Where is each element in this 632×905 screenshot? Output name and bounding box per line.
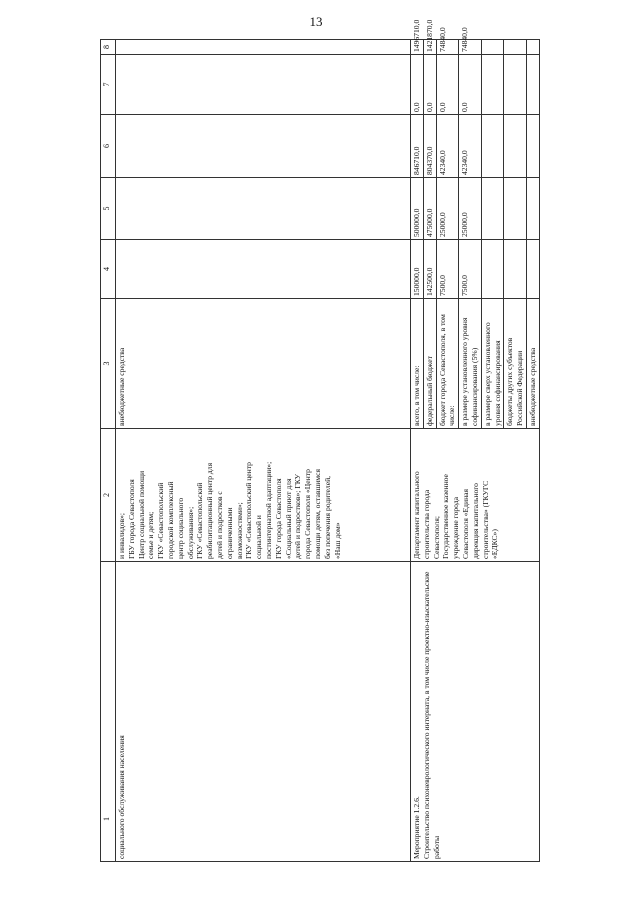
cell-value: [481, 40, 504, 55]
cell-value: [526, 40, 539, 55]
block1-organizations: и инвалидов»; ГБУ города Севастополя Центр социальной помощи семье и детям; ГКУ «Севастопольский городской комплексный центр социального обслуживания»; ГКУ «Севастопольский реабилитационный центр для детей и подростков с ограниченными возможностями»; ГКУ «Севастопольский центр социальной и постинтернатной адаптации»; ГКУ города Севастополя «Социальный приют для детей и подростков»; ГКУ города Севастополя «Центр помощи детям, оставшимся без попечения родителей, «Наш дом»: [116, 429, 411, 562]
cell-value: 74840,0: [436, 40, 459, 55]
cell-value: 7500,0: [459, 240, 482, 299]
cell-value: 475000,0: [423, 178, 436, 240]
cell-value: 804370,0: [423, 115, 436, 178]
column-header-4: 4: [101, 240, 116, 299]
cell-value: 0,0: [423, 55, 436, 115]
row-label: в размере установленного уровня софинансирования (5%): [459, 299, 482, 429]
cell-value: [481, 115, 504, 178]
cell-value: [504, 115, 527, 178]
cell-value: [526, 55, 539, 115]
row-label: внебюджетные средства: [526, 299, 539, 429]
column-header-1: 1: [101, 562, 116, 862]
cell-value: [526, 115, 539, 178]
block1-source: внебюджетные средства: [116, 299, 411, 429]
cell-value: 0,0: [436, 55, 459, 115]
row-label: в размере сверх установленного уровня софинансирования: [481, 299, 504, 429]
cell-value: [481, 240, 504, 299]
table-row: [411, 40, 424, 862]
block2-organizations: Департамент капитального строительства города Севастополя; Государственное казенное учреждение города Севастополя «Единая дирекция капитального строительства» (ГКУГС «ЕДКС»): [411, 429, 540, 562]
column-header-2: 2: [101, 429, 116, 562]
cell-value: [526, 178, 539, 240]
cell-value: 7500,0: [436, 240, 459, 299]
row-label: федеральный бюджет: [423, 299, 436, 429]
cell-value: [526, 240, 539, 299]
cell-value: 846710,0: [411, 115, 424, 178]
table-row: [116, 40, 411, 862]
row-label: бюджет города Севастополя, в том числе:: [436, 299, 459, 429]
cell-value: [504, 240, 527, 299]
cell-value: 0,0: [459, 55, 482, 115]
column-header-8: 8: [101, 40, 116, 55]
cell-value: 150000,0: [411, 240, 424, 299]
cell-value: 42340,0: [459, 115, 482, 178]
row-label: всего, в том числе:: [411, 299, 424, 429]
row-label: бюджеты других субъектов Российской Федерации: [504, 299, 527, 429]
cell-value: [481, 178, 504, 240]
block1-col1: социального обслуживания населения: [116, 562, 411, 862]
column-header-7: 7: [101, 55, 116, 115]
cell-value: [504, 178, 527, 240]
cell-value: 500000,0: [411, 178, 424, 240]
column-header-6: 6: [101, 115, 116, 178]
cell-value: 25000,0: [436, 178, 459, 240]
cell-value: 0,0: [411, 55, 424, 115]
cell-value: 25000,0: [459, 178, 482, 240]
column-number-row: [101, 40, 116, 862]
cell-value: 1421870,0: [423, 40, 436, 55]
page-number: 13: [309, 14, 323, 29]
cell-value: [504, 55, 527, 115]
cell-value: 42340,0: [436, 115, 459, 178]
column-header-5: 5: [101, 178, 116, 240]
cell-value: 142500,0: [423, 240, 436, 299]
block2-measure: Мероприятие 1.2.6. Строительство психоневрологического интерната, в том числе проектно-изыскательские работы: [411, 562, 540, 862]
cell-value: 1496710,0: [411, 40, 424, 55]
column-header-3: 3: [101, 299, 116, 429]
cell-value: [504, 40, 527, 55]
cell-value: [481, 55, 504, 115]
cell-value: 74840,0: [459, 40, 482, 55]
